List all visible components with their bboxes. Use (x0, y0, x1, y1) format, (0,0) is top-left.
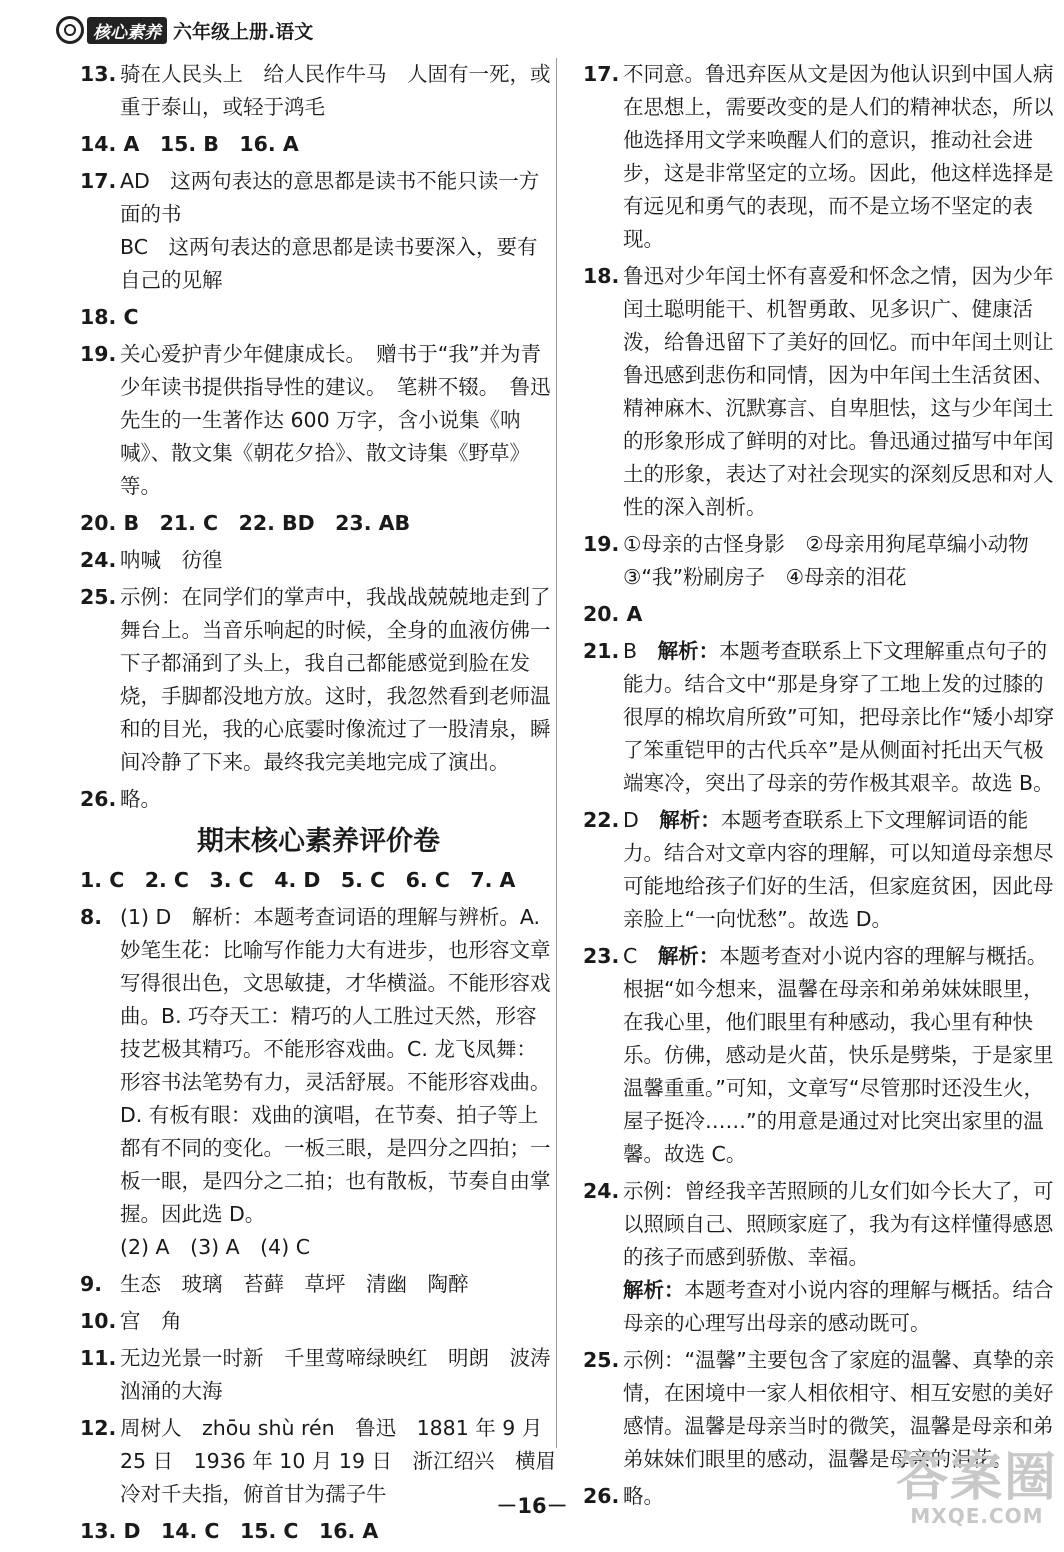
answer-21: 21. B 解析：本题考查联系上下文理解重点句子的能力。结合文中“那是身穿了工地上发的过膝的很厚的棉坎肩所致”可知，把母亲比作“矮小却穿了笨重铠甲的古代兵卒”是从侧面衬托出天气极端寒冷，突出了母亲的劳作极其艰辛。故选 B。 (583, 639, 1055, 795)
header-title: 六年级上册.语文 (173, 20, 314, 43)
answer-22: 22. D 解析：本题考查联系上下文理解词语的能力。结合对文章内容的理解，可以知道母亲想尽可能地给孩子们好的生活，但家庭贫困，因此母亲脸上“一向忧愁”。故选 D。 (583, 808, 1054, 931)
logo-target-icon (56, 16, 84, 44)
answer-24: 24. 呐喊 彷徨 (80, 548, 223, 572)
section-title: 期末核心素养评价卷 (197, 826, 440, 857)
answer-26: 26. 略。 (583, 1484, 664, 1508)
left-column (80, 58, 557, 1552)
watermark-logo: 答案圈 (895, 1448, 1058, 1508)
right-column (583, 58, 1060, 1517)
answer-24: 24. 示例：曾经我辛苦照顾的儿女们如今长大了，可以照顾自己、照顾家庭了，我为有这样懂得感恩的孩子而感到骄傲、幸福。 解析：本题考查对小说内容的理解与概括。结合母亲的心理写出母亲的感动既可。 (583, 1179, 1054, 1335)
answer-9: 9. 生态 玻璃 苔藓 草坪 清幽 陶醉 (80, 1272, 469, 1296)
answer-13-16: 13. D 14. C 15. C 16. A (80, 1519, 379, 1543)
answer-1-7: 1. C 2. C 3. C 4. D 5. C 6. C 7. A (80, 868, 516, 892)
answer-12: 12. 周树人 zhōu shù rén 鲁迅 1881 年 9 月 25 日 1936 年 10 月 19 日 浙江绍兴 横眉冷对千夫指，俯首甘为孺子牛 (80, 1416, 557, 1506)
answer-19: 19. ①母亲的古怪身影 ②母亲用狗尾草编小动物 ③“我”粉刷房子 ④母亲的泪花 (583, 532, 1050, 589)
answer-11: 11. 无边光景一时新 千里莺啼绿映红 明朗 波涛汹涌的大海 (80, 1346, 551, 1403)
page-header (56, 14, 313, 46)
answer-25: 25. 示例：在同学们的掌声中，我战战兢兢地走到了舞台上。当音乐响起的时候，全身的血液仿佛一下子都涌到了头上，我自己都能感觉到脸在发烧，手脚都没地方放。这时，我忽然看到老师温和的目光，我的心底霎时像流过了一股清泉，瞬间冷静了下来。最终我完美地完成了演出。 (80, 585, 551, 774)
answer-23: 23. C 解析：本题考查对小说内容的理解与概括。根据“如今想来，温馨在母亲和弟弟妹妹眼里，在我心里，他们眼里有种感动，我心里有种快乐。仿佛，感动是火苗，快乐是劈柴，于是家里温馨重重。”可知，文章写“尽管那时还没生火，屋子挺冷……”的用意是通过对比突出家里的温馨。故选 C。 (583, 944, 1054, 1166)
logo-text: 核心素养 (87, 17, 167, 44)
watermark (895, 1448, 1058, 1528)
page-number: －16－ (496, 1494, 568, 1518)
answer-18: 18. C (80, 305, 139, 329)
answer-19: 19. 关心爱护青少年健康成长。 赠书于“我”并为青少年读书提供指导性的建议。 笔耕不辍。 鲁迅先生的一生著作达 600 万字，含小说集《呐喊》、散文集《朝花夕拾》、散文诗集《野草》等。 (80, 342, 551, 498)
answer-26: 26. 略。 (80, 787, 161, 811)
answer-14-16: 14. A 15. B 16. A (80, 132, 299, 156)
answer-17: 17. 不同意。鲁迅弃医从文是因为他认识到中国人病在思想上，需要改变的是人们的精神状态，所以他选择用文学来唤醒人们的意识，推动社会进步，这是非常坚定的立场。因此，他这样选择是有远见和勇气的表现，而不是立场不坚定的表现。 (583, 62, 1054, 251)
watermark-url: MXQE.COM (910, 1504, 1044, 1528)
answer-10: 10. 宫 角 (80, 1309, 182, 1333)
answer-25: 25. 示例：“温馨”主要包含了家庭的温馨、真挚的亲情，在困境中一家人相依相守、相互安慰的美好感情。温馨是母亲当时的微笑，温馨是母亲和弟弟妹妹们眼里的感动，温馨是母亲的泪花。 (583, 1348, 1055, 1471)
answer-13: 13. 骑在人民头上 给人民作牛马 人固有一死，或重于泰山，或轻于鸿毛 (80, 62, 551, 119)
answer-20: 20. A (583, 602, 643, 626)
answer-18: 18. 鲁迅对少年闰土怀有喜爱和怀念之情，因为少年闰土聪明能干、机智勇敢、见多识广、健康活泼，给鲁迅留下了美好的回忆。而中年闰土则让鲁迅感到悲伤和同情，因为中年闰土生活贫困、精神麻木、沉默寡言、自卑胆怯，这与少年闰土的形象形成了鲜明的对比。鲁迅通过描写中年闰土的形象，表达了对社会现实的深刻反思和对人性的深入剖析。 (583, 264, 1054, 519)
answer-20-23: 20. B 21. C 22. BD 23. AB (80, 511, 411, 535)
answer-8: 8. (1) D 解析：本题考查词语的理解与辨析。A. 妙笔生花：比喻写作能力大有进步，也形容文章写得很出色，文思敏捷，才华横溢。不能形容戏曲。B. 巧夺天工：精巧的人工胜过天然，形容技艺极其精巧。不能形容戏曲。C. 龙飞凤舞：形容书法笔势有力，灵活舒展。不能形容戏曲。D. 有板有眼：戏曲的演唱，在节奏、拍子等上都有不同的变化。一板三眼，是四分之四拍；一板一眼，是四分之二拍；也有散板，节奏自由掌握。因此选 D。 (2) A (3) A (4) C (80, 905, 551, 1259)
answer-17: 17. AD 这两句表达的意思都是读书不能只读一方面的书 BC 这两句表达的意思都是读书要深入，要有自己的见解 (80, 169, 540, 292)
